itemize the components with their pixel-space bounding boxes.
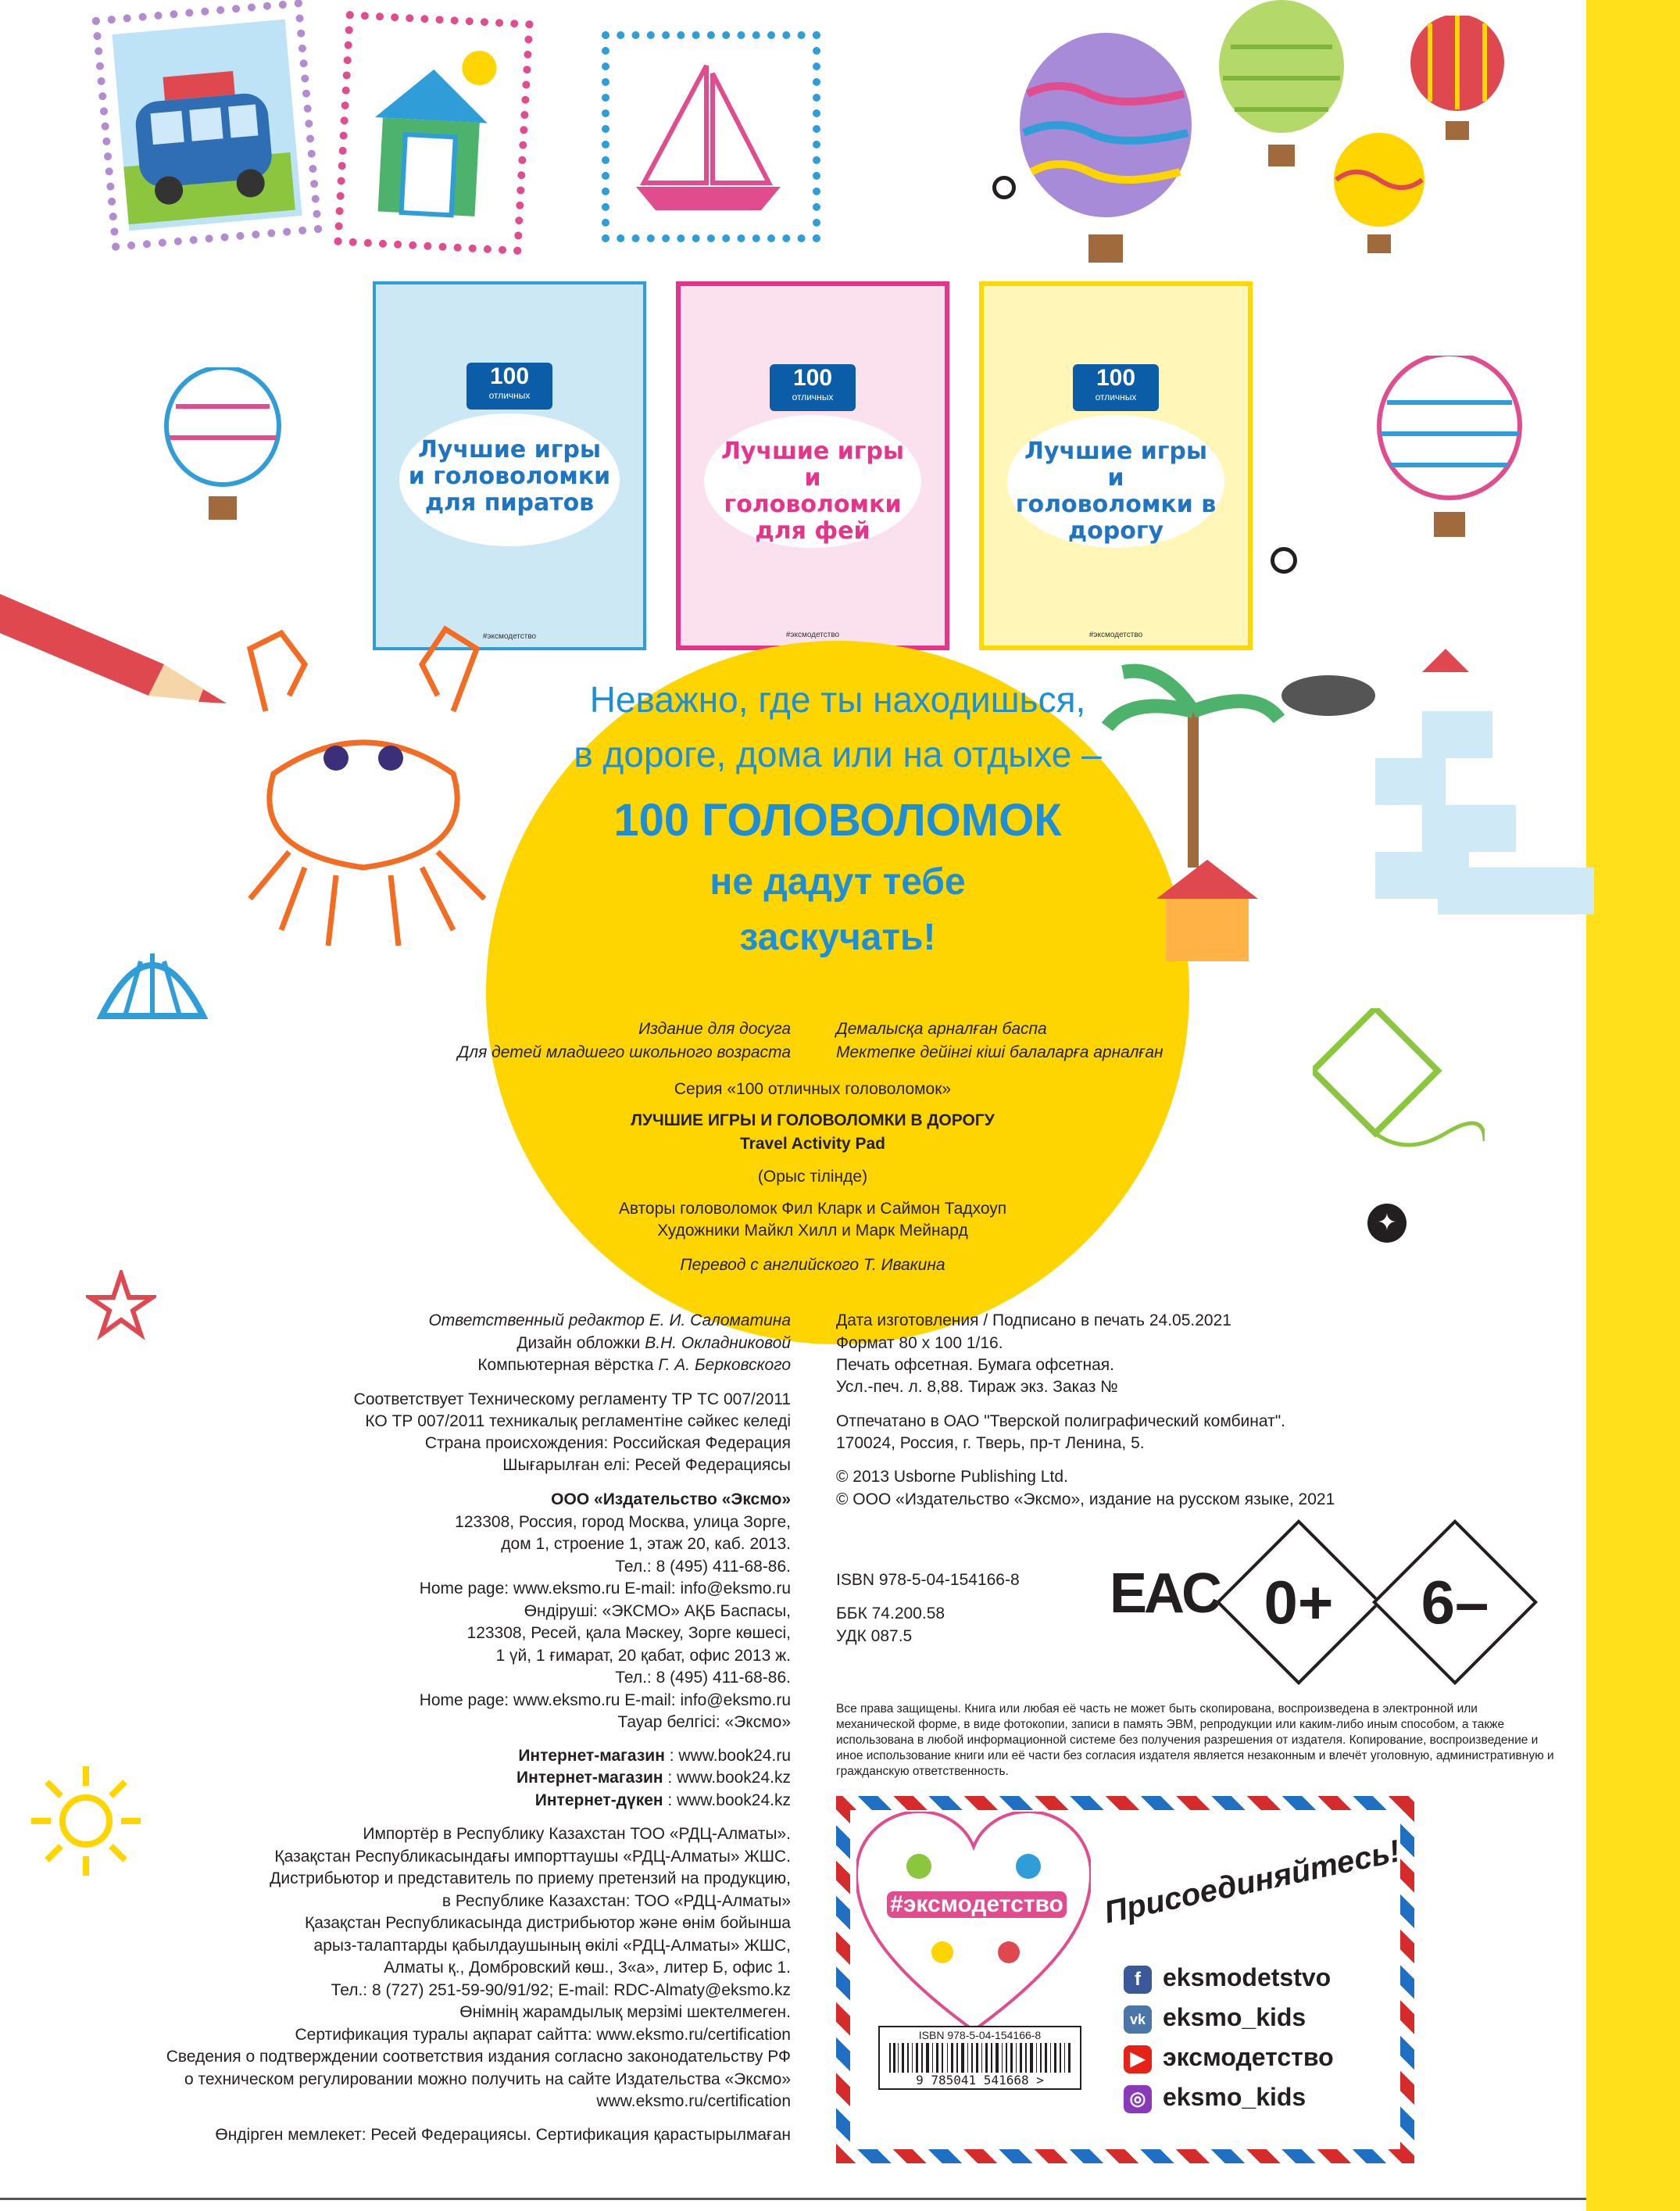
publisher-line: Home page: www.eksmo.ru E-mail: info@eksmo.ru xyxy=(419,1580,791,1597)
age-badge-6: 6– xyxy=(1421,1568,1489,1637)
shop-line: Интернет-дүкен : www.book24.kz xyxy=(534,1791,791,1809)
copyright-line: © ООО «Издательство «Эксмо», издание на русском языке, 2021 xyxy=(836,1490,1335,1508)
artists-line: Художники Майкл Хилл и Марк Мейнард xyxy=(657,1222,968,1240)
headline-line-4: не дадут тебе xyxy=(710,861,966,903)
headline-line-3: 100 ГОЛОВОЛОМОК xyxy=(613,795,1062,846)
book-badge: 100 отличных xyxy=(1073,364,1159,411)
book-publisher-mark: #эксмодетство xyxy=(785,631,840,639)
yellow-side-strip xyxy=(1586,0,1680,2211)
social-vk[interactable]: vk eksmo_kids xyxy=(1124,2003,1306,2034)
language-line: (Орыс тілінде) xyxy=(757,1168,868,1186)
importer-line: Дистрибьютор и представитель по приему претензий на продукцию, xyxy=(270,1869,791,1887)
youtube-icon: ▶ xyxy=(1124,2045,1152,2073)
dot-icon xyxy=(1271,547,1297,574)
publisher-line: Home page: www.eksmo.ru E-mail: info@eksmo.ru xyxy=(419,1691,791,1709)
dot-to-dot-crab xyxy=(219,617,516,985)
book-badge: 100 отличных xyxy=(466,363,552,410)
headline-line-2: в дороге, дома или на отдыхе – xyxy=(574,734,1102,775)
publisher-name: ООО «Издательство «Эксмо» xyxy=(551,1490,791,1508)
importer-line: Өнімнің жарамдылық мерзімі шектелмеген. xyxy=(459,2003,791,2021)
book-cover-fairies xyxy=(676,281,949,650)
barcode-digits: 9 785041 541668 > xyxy=(916,2073,1044,2088)
book-publisher-mark: #эксмодетство xyxy=(482,632,537,641)
regulation-line: Страна происхождения: Российская Федерация xyxy=(424,1434,791,1452)
social-facebook[interactable]: f eksmodetstvo xyxy=(1124,1963,1331,1994)
stamp-beach-hut xyxy=(334,11,533,255)
seashell-icon xyxy=(94,930,211,1039)
importer-line: Өндірген мемлекет: Ресей Федерациясы. Сертификация қарастырылмаған xyxy=(215,2126,791,2144)
importer-line: Алматы қ., Домбровский көш., 3«а», литер Б, офис 1. xyxy=(384,1959,791,1977)
publisher-line: 123308, Ресей, қала Мәскеу, Зорге көшесі, xyxy=(466,1624,791,1642)
publisher-line: Тел.: 8 (495) 411-68-86. xyxy=(615,1558,791,1576)
importer-line: в Республике Казахстан: ТОО «РДЦ-Алматы» xyxy=(441,1892,791,1910)
production-line: Печать офсетная. Бумага офсетная. xyxy=(836,1356,1114,1374)
heart-collage-icon xyxy=(856,1812,1091,2038)
book-badge: 100 отличных xyxy=(770,364,856,411)
importer-line: Сведения о подтверждении соответствия издания согласно законодательству РФ xyxy=(166,2048,791,2066)
hot-air-balloon-small-left xyxy=(160,367,285,531)
publisher-line: 123308, Россия, город Москва, улица Зорге, xyxy=(455,1513,791,1531)
importer-line: Импортёр в Республику Казахстан ТОО «РДЦ-Алматы». xyxy=(363,1825,791,1843)
printer-line: 170024, Россия, г. Тверь, пр-т Ленина, 5. xyxy=(836,1434,1145,1452)
copyright-line: © 2013 Usborne Publishing Ltd. xyxy=(836,1468,1068,1486)
bus-icon xyxy=(112,20,295,225)
importer-line: Тел.: 8 (727) 251-59-90/91/92; E-mail: RDC-Almaty@eksmo.kz xyxy=(331,1981,791,1999)
importer-line: Сертификация туралы ақпарат сайтта: www.eksmo.ru/certification xyxy=(295,2026,791,2044)
social-instagram[interactable]: ◎ eksmo_kids xyxy=(1124,2083,1306,2113)
credit-editor: Ответственный редактор Е. И. Саломатина xyxy=(428,1311,791,1329)
barcode-bars xyxy=(886,2043,1074,2073)
production-line: Усл.-печ. л. 8,88. Тираж экз. Заказ № xyxy=(836,1378,1118,1396)
publisher-line: Өндіруші: «ЭКСМО» АҚБ Баспасы, xyxy=(524,1602,791,1620)
hot-air-balloon-red xyxy=(1407,16,1508,148)
age-badge-0: 0+ xyxy=(1264,1568,1334,1637)
bbk: ББК 74.200.58 xyxy=(836,1605,945,1622)
book-title-line: ЛУЧШИЕ ИГРЫ И ГОЛОВОЛОМКИ В ДОРОГУ xyxy=(631,1111,995,1129)
regulation-line: КО ТР 007/2011 техникалық регламентіне сәйкес келеді xyxy=(365,1412,791,1430)
eac-mark: EAC xyxy=(1110,1562,1220,1625)
book-cover-travel xyxy=(979,281,1253,650)
barcode-isbn: ISBN 978-5-04-154166-8 xyxy=(918,2029,1042,2041)
red-pencil-icon xyxy=(0,578,242,727)
social-youtube[interactable]: ▶ эксмодетство xyxy=(1124,2043,1334,2073)
credit-cover-design: Дизайн обложки В.Н. Окладниковой xyxy=(517,1334,791,1352)
book-cover-pirates xyxy=(373,281,646,650)
sailboat-icon xyxy=(620,50,795,217)
isbn: ISBN 978-5-04-154166-8 xyxy=(836,1571,1020,1589)
kite-icon xyxy=(1313,1008,1485,1165)
importer-line: арыз-талаптарды қабылдаушының өкілі «РДЦ-Алматы» ЖШС, xyxy=(313,1937,791,1955)
printer-line: Отпечатано в ОАО "Тверской полиграфический комбинат". xyxy=(836,1412,1286,1430)
age-ru: Для детей младшего школьного возраста xyxy=(457,1043,791,1061)
importer-line: Қазақстан Республикасында дистрибьютор және өнім бойынша xyxy=(305,1914,791,1932)
star-outline-icon xyxy=(86,1270,156,1340)
book-title: Лучшие игры и головоломки для фей xyxy=(720,438,905,545)
importer-line: о техническом регулировании можно получить на сайте Издательства «Эксмо» xyxy=(184,2070,791,2088)
stamp-sailboat xyxy=(602,31,820,242)
publisher-line: Тауар белгісі: «Эксмо» xyxy=(617,1713,791,1731)
importer-line: Қазақстан Республикасындағы импорттаушы «РДЦ-Алматы» ЖШС. xyxy=(274,1848,791,1866)
shop-line: Интернет-магазин : www.book24.kz xyxy=(516,1769,791,1787)
leisure-kz: Демалысқа арналған баспа xyxy=(836,1020,1047,1038)
series-line: Серия «100 отличных головоломок» xyxy=(674,1080,952,1098)
stamp-bus xyxy=(91,0,322,251)
authors-line: Авторы головоломок Фил Кларк и Саймон Тадхоуп xyxy=(618,1200,1007,1218)
hot-air-balloon-large xyxy=(1012,31,1199,281)
age-kz: Мектепке дейінгі кіші балаларға арналған xyxy=(836,1043,1163,1061)
shop-line: Интернет-магазин : www.book24.ru xyxy=(518,1747,791,1765)
production-line: Формат 80 x 100 1/16. xyxy=(836,1334,1003,1352)
book-title: Лучшие игры и головоломки в дорогу xyxy=(1015,438,1217,545)
bottom-rule xyxy=(0,2198,1586,2200)
translation-line: Перевод с английского Т. Ивакина xyxy=(680,1256,945,1274)
publisher-line: дом 1, строение 1, этаж 20, каб. 2013. xyxy=(501,1535,791,1553)
book-publisher-mark: #эксмодетство xyxy=(1088,631,1143,639)
production-line: Дата изготовления / Подписано в печать 24.05.2021 xyxy=(836,1311,1231,1329)
credit-layout: Компьютерная вёрстка Г. А. Берковского xyxy=(477,1356,791,1374)
hot-air-balloon-striped-right xyxy=(1371,356,1528,551)
join-label: Присоединяйтесь! xyxy=(1101,1834,1403,1930)
facebook-icon: f xyxy=(1124,1966,1152,1994)
dot-icon xyxy=(992,176,1016,199)
beach-hut-icon xyxy=(354,30,508,228)
headline-line-5: заскучать! xyxy=(739,917,936,958)
map-scenery xyxy=(1094,649,1594,977)
publisher-line: 1 үй, 1 ғимарат, 20 қабат, офис 2013 ж. xyxy=(495,1647,791,1665)
barcode xyxy=(878,2026,1081,2090)
vk-icon: vk xyxy=(1124,2005,1152,2034)
headline-line-1: Неважно, где ты находишься, xyxy=(589,679,1086,720)
regulation-line: Соответствует Техническому регламенту ТР ТС 007/2011 xyxy=(353,1390,791,1408)
leisure-ru: Издание для досуга xyxy=(638,1020,791,1038)
hashtag-label: #эксмодетство xyxy=(887,1891,1067,1918)
star-badge-icon: ✦ xyxy=(1367,1204,1407,1243)
book-title: Лучшие игры и головоломки для пиратов xyxy=(408,436,611,517)
regulation-line: Шығарылған елі: Ресей Федерациясы xyxy=(502,1456,791,1474)
publisher-line: Тел.: 8 (495) 411-68-86. xyxy=(615,1669,791,1687)
instagram-icon: ◎ xyxy=(1124,2085,1152,2113)
importer-line: www.eksmo.ru/certification xyxy=(596,2092,791,2110)
original-title-line: Travel Activity Pad xyxy=(740,1135,885,1153)
hot-air-balloon-yellow xyxy=(1328,133,1430,266)
udk: УДК 087.5 xyxy=(836,1627,913,1645)
rights-notice: Все права защищены. Книга или любая её часть не может быть скопирована, воспроизведена в электронной или механической форме, в виде фотокопии, записи в память ЭВМ, репродукции или каким-либо иным способом, а также использована в любой информационной системе без получения разрешения от издателя. Копирование, воспроизведение и иное использование книги или её части без согласия издателя является незаконным и влечёт уголовную, административную и гражданскую ответственность. xyxy=(836,1702,1554,1778)
